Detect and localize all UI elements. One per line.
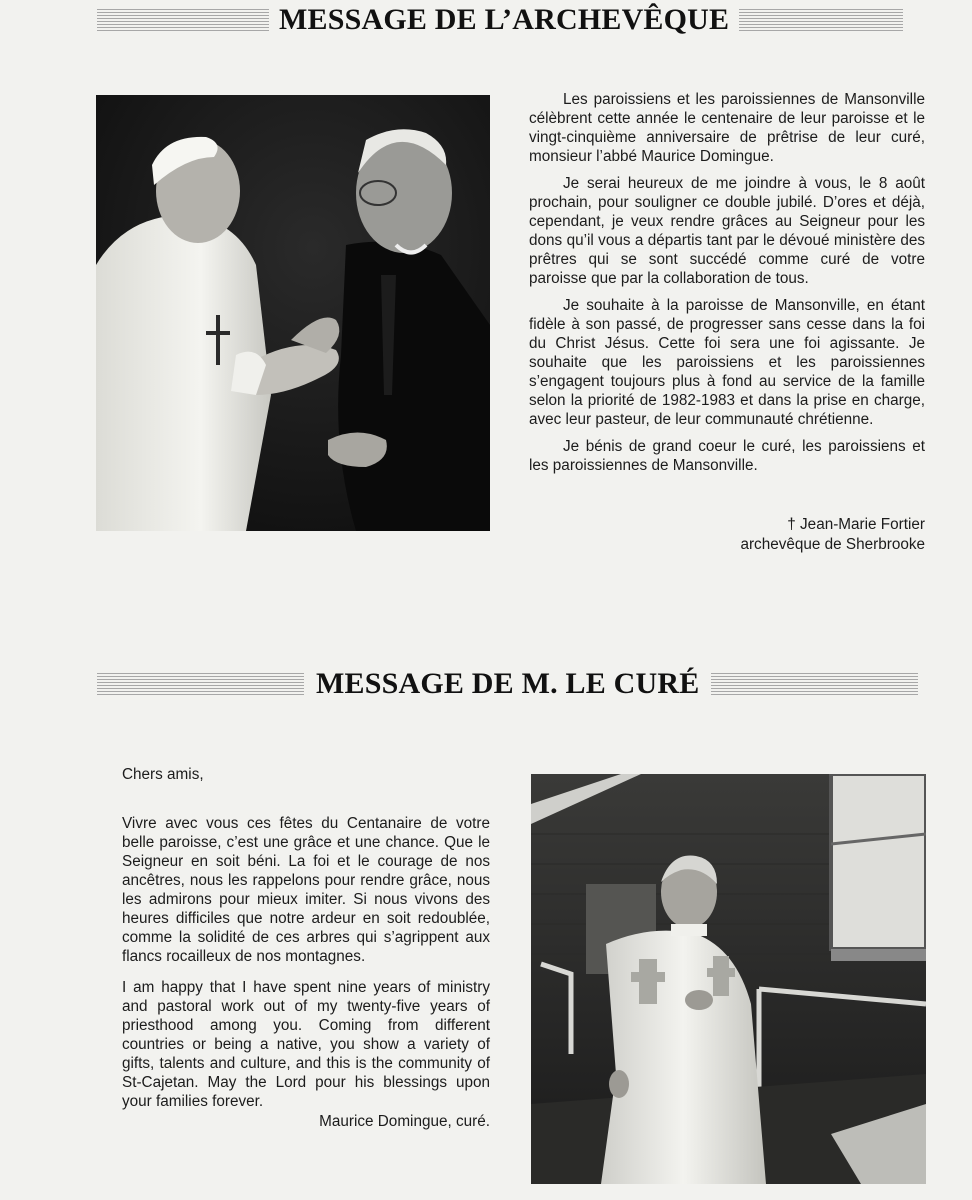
cure-message-body [122,765,490,1111]
archbishop-message-body [529,90,925,475]
archbishop-heading-row [0,5,972,35]
archbishop-paragraph-4: Je bénis de grand coeur le curé, les paroissiens et les paroissiennes de Mansonville. [529,438,925,474]
archbishop-signature-name: † Jean-Marie Fortier [787,516,925,533]
cure-heading-row [0,669,972,699]
archbishop-signature [625,515,925,555]
cure-greeting: Chers amis, [122,766,204,783]
heading-rule-right [711,673,918,695]
cure-signature: Maurice Domingue, curé. [319,1113,490,1130]
cure-paragraph-2: I am happy that I have spent nine years of ministry and pastoral work out of my twenty-five years of priesthood among you. Coming from different countries or being a native, you show a variety of gifts, talents and culture, and this is the community of St-Cajetan. May the Lord pour his blessings upon your families forever. [122,979,490,1110]
archbishop-paragraph-3: Je souhaite à la paroisse de Mansonville, en étant fidèle à son passé, de progresser sans cesse dans la foi du Christ Jésus. Cette foi sera une foi agissante. Je souhaite que les paroissiens et les paroissiennes s’engagent toujours plus à fond au service de la famille selon la priorité de 1982-1983 et dans la prise en charge, avec leur pasteur, de leur communauté chrétienne. [529,297,925,428]
pope-archbishop-photo [96,95,490,531]
cure-heading: MESSAGE DE M. LE CURÉ [316,667,700,700]
heading-rule-left [97,673,304,695]
cure-paragraph-1: Vivre avec vous ces fêtes du Centanaire de votre belle paroisse, c’est une grâce et une chance. Que le Seigneur en soit béni. La foi et le courage de nos ancêtres, nous les rappelons pour rendre grâce, nous les admirons pour mieux imiter. Si nous vivons des heures difficiles que notre ardeur en soit redoublée, comme la solidité de ces arbres qui s’agrippent aux flancs rocailleux de nos montagnes. [122,815,490,965]
heading-rule-right [739,9,903,31]
cure-photo [531,774,926,1184]
archbishop-paragraph-2: Je serai heureux de me joindre à vous, le 8 août prochain, pour souligner ce double jubilé. D’ores et déjà, cependant, je veux rendre grâces au Seigneur pour les dons qu’il vous a départis tant par le dévoué ministère des prêtres qui se sont succédé comme curé de votre paroisse que par la collaboration de tous. [529,175,925,287]
archbishop-signature-title: archevêque de Sherbrooke [740,536,925,553]
archbishop-paragraph-1: Les paroissiens et les paroissiennes de Mansonville célèbrent cette année le centenaire de leur paroisse et le vingt-cinquième anniversaire de prêtrise de leur curé, monsieur l’abbé Maurice Domingue. [529,91,925,165]
heading-rule-left [97,9,269,31]
archbishop-heading: MESSAGE DE L’ARCHEVÊQUE [279,3,730,36]
